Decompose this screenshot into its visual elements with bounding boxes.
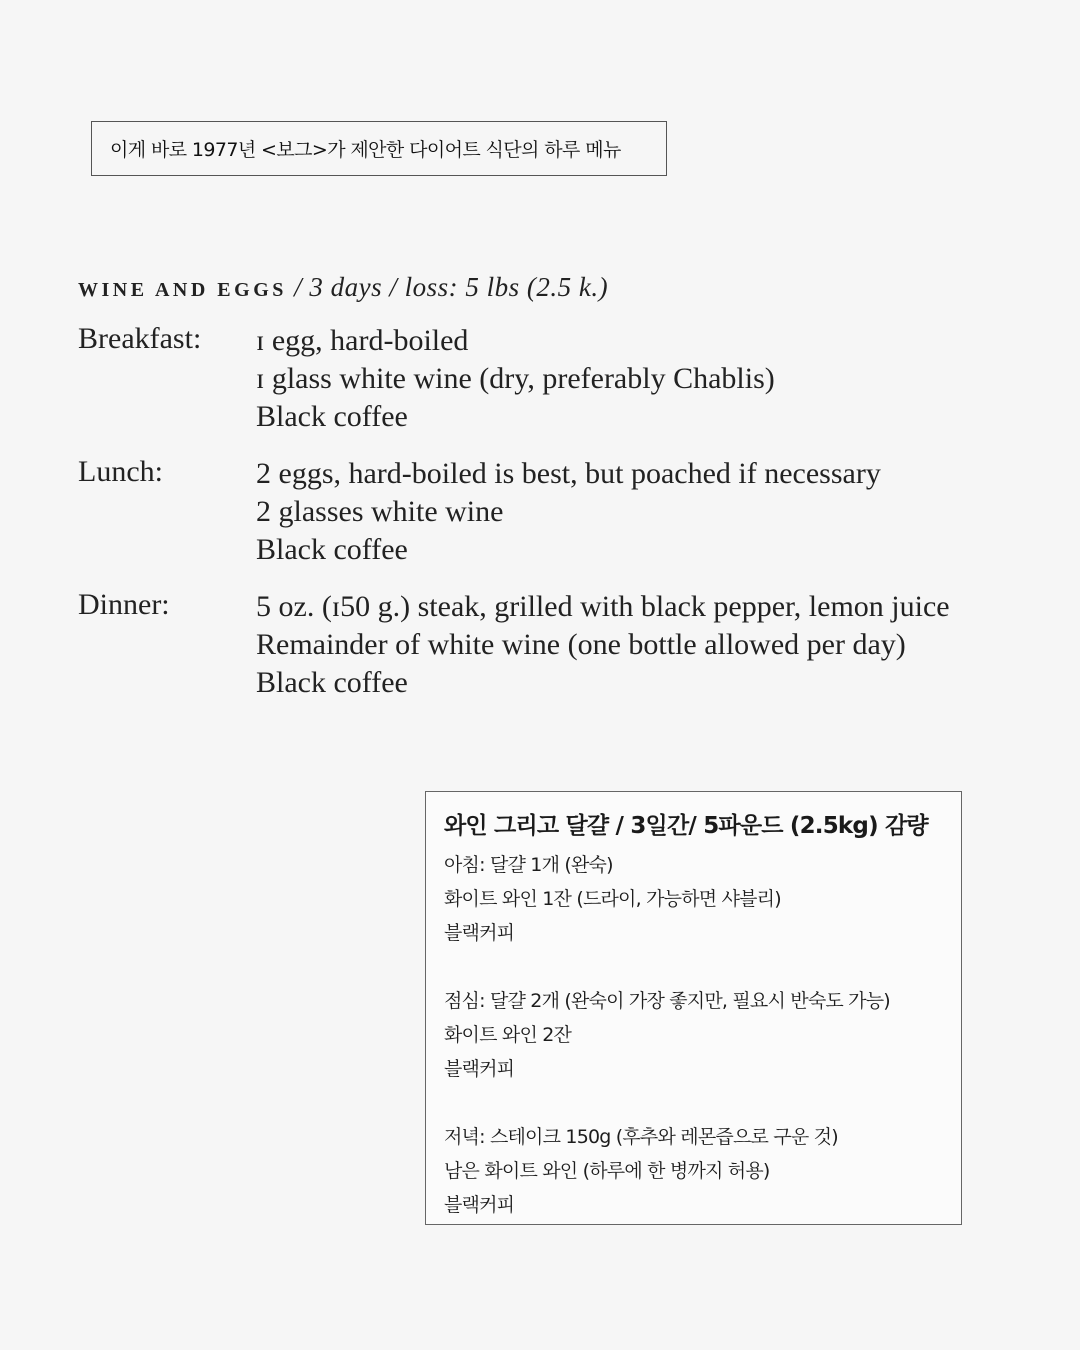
translation-line: 화이트 와인 2잔 — [444, 1024, 572, 1046]
translation-line: 저녁: 스테이크 150g (후추와 레몬즙으로 구운 것) — [444, 1126, 838, 1148]
meal-label: Breakfast: — [78, 322, 202, 355]
meal-item: 2 eggs, hard-boiled is best, but poached if necessary — [256, 457, 881, 490]
meal-item: ɪ glass white wine (dry, preferably Chablis) — [256, 362, 775, 395]
translation-line: 점심: 달걀 2개 (완숙이 가장 좋지만, 필요시 반숙도 가능) — [444, 990, 890, 1012]
meal-item: ɪ egg, hard-boiled — [256, 324, 469, 357]
book-title-rest: / 3 days / loss: 5 lbs (2.5 k.) — [286, 272, 609, 302]
book-title-caps: WINE AND EGGS — [78, 279, 287, 301]
translation-box — [425, 791, 962, 1225]
meal-item: Black coffee — [256, 400, 408, 433]
meal-dinner — [78, 588, 1078, 702]
translation-title: 와인 그리고 달걀 / 3일간/ 5파운드 (2.5kg) 감량 — [444, 813, 928, 839]
meal-breakfast — [78, 322, 1078, 436]
meal-lunch — [78, 455, 1078, 569]
book-title — [78, 272, 1078, 322]
meal-item: Black coffee — [256, 533, 408, 566]
translation-line: 화이트 와인 1잔 (드라이, 가능하면 샤블리) — [444, 888, 781, 910]
meal-item: Black coffee — [256, 666, 408, 699]
meal-label: Dinner: — [78, 588, 170, 621]
translation-line: 블랙커피 — [444, 1194, 515, 1216]
meal-item: 2 glasses white wine — [256, 495, 504, 528]
caption-box — [91, 121, 667, 176]
meal-label: Lunch: — [78, 455, 163, 488]
translation-line: 아침: 달걀 1개 (완숙) — [444, 854, 613, 876]
caption-text: 이게 바로 1977년 <보그>가 제안한 다이어트 식단의 하루 메뉴 — [110, 139, 621, 161]
meal-item: 5 oz. (ɪ50 g.) steak, grilled with black pepper, lemon juice — [256, 590, 950, 623]
translation-line: 남은 화이트 와인 (하루에 한 병까지 허용) — [444, 1160, 770, 1182]
meal-item: Remainder of white wine (one bottle allowed per day) — [256, 628, 906, 661]
translation-line: 블랙커피 — [444, 1058, 515, 1080]
translation-line: 블랙커피 — [444, 922, 515, 944]
book-excerpt — [78, 272, 1078, 702]
